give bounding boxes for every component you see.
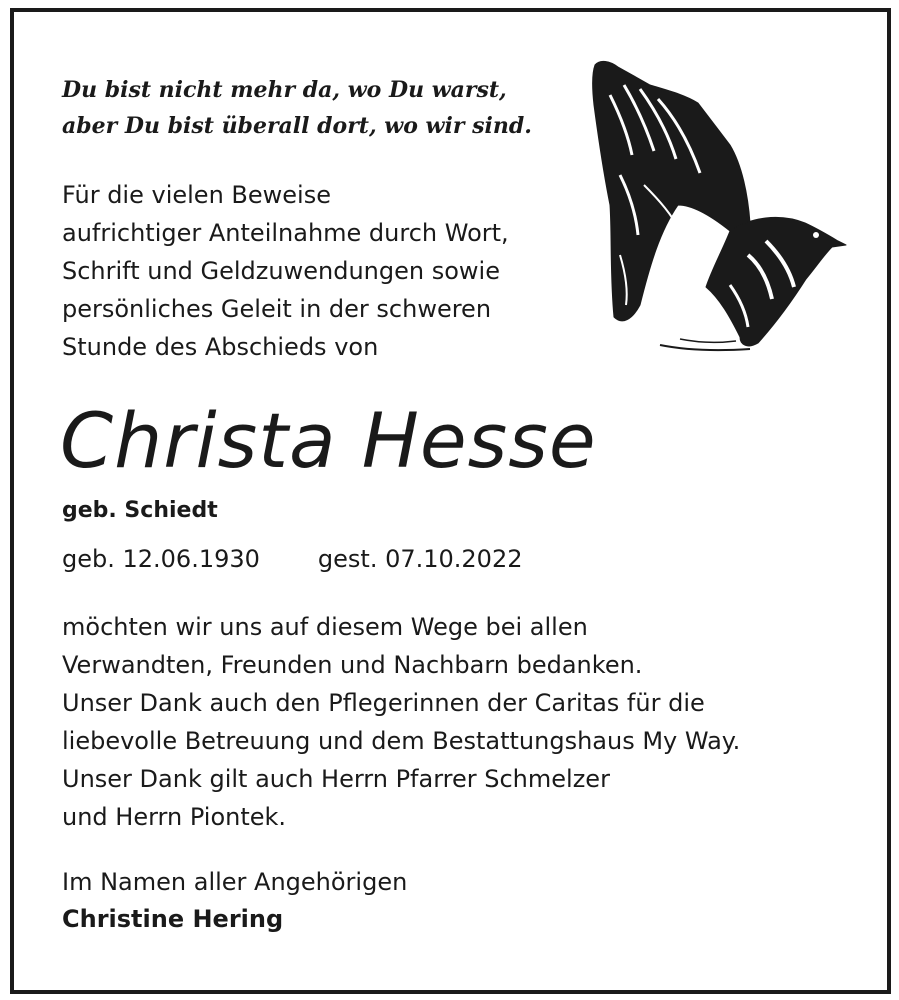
thanks-line: liebevolle Betreuung und dem Bestattungshaus My Way.	[62, 727, 741, 755]
deceased-name: Christa Hesse	[60, 396, 597, 485]
thanks-text	[62, 608, 740, 836]
thanks-line: und Herrn Piontek.	[62, 803, 287, 831]
birth-date: geb. 12.06.1930	[62, 545, 260, 573]
motto-quote	[62, 72, 532, 144]
intro-line: persönliches Geleit in der schweren	[62, 295, 492, 323]
thanks-line: möchten wir uns auf diesem Wege bei allen	[62, 613, 588, 641]
thanks-line: Verwandten, Freunden und Nachbarn bedanken.	[62, 651, 643, 679]
motto-line: aber Du bist überall dort, wo wir sind.	[62, 113, 532, 139]
thanks-line: Unser Dank gilt auch Herrn Pfarrer Schmelzer	[62, 765, 610, 793]
signature-name: Christine Hering	[62, 905, 284, 933]
maiden-name: geb. Schiedt	[62, 498, 218, 523]
intro-line: aufrichtiger Anteilnahme durch Wort,	[62, 219, 509, 247]
death-date: gest. 07.10.2022	[317, 545, 523, 573]
closing-phrase: Im Namen aller Angehörigen	[62, 868, 408, 896]
motto-line: Du bist nicht mehr da, wo Du warst,	[62, 77, 507, 103]
praying-hands-with-dove-icon	[580, 55, 850, 355]
intro-line: Schrift und Geldzuwendungen sowie	[62, 257, 500, 285]
life-dates	[62, 541, 523, 577]
intro-line: Stunde des Abschieds von	[62, 333, 379, 361]
thanks-line: Unser Dank auch den Pflegerinnen der Caritas für die	[62, 689, 705, 717]
intro-line: Für die vielen Beweise	[62, 181, 331, 209]
intro-text	[62, 176, 509, 366]
